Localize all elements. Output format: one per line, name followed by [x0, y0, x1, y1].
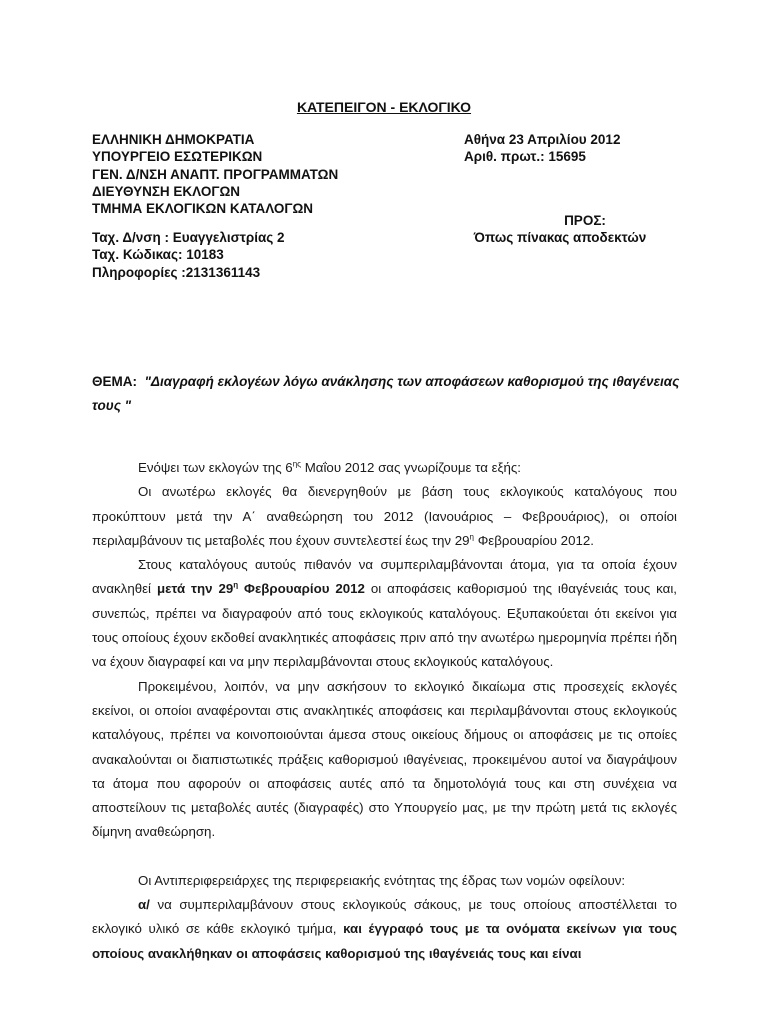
sender-line: ΓΕΝ. Δ/ΝΣΗ ΑΝΑΠΤ. ΠΡΟΓΡΑΜΜΑΤΩΝ — [92, 166, 339, 182]
info-line: Πληροφορίες :2131361143 — [92, 264, 261, 280]
recipient-text: Όπως πίνακας αποδεκτών — [473, 230, 647, 246]
postal-code-line: Ταχ. Κώδικας: 10183 — [92, 247, 224, 263]
subject — [92, 370, 680, 418]
subject-text: "Διαγραφή εκλογέων λόγω ανάκλησης των αποφάσεων καθορισμού της ιθαγένειας τους " — [92, 374, 680, 413]
paragraph: α/ να συμπεριλαμβάνουν στους εκλογικούς σάκους, με τους οποίους αποστέλλεται το εκλογικό υλικό σε κάθε εκλογικό τμήμα, και έγγραφό τους με τα ονόματα εκείνων για τους οποίους ανακλήθηκαν οι αποφάσεις καθορισμού της ιθαγένειάς τους και είναι — [92, 897, 677, 961]
sender-line: ΕΛΛΗΝΙΚΗ ΔΗΜΟΚΡΑΤΙΑ — [92, 132, 255, 147]
sender-block — [92, 131, 338, 217]
subject-label: ΘΕΜΑ: — [92, 374, 137, 389]
recipient-block — [440, 212, 680, 247]
paragraph: Ενόψει των εκλογών της $6^{\eta\varsigma}$ Μαΐου 2012 σας γνωρίζουμε τα εξής: — [138, 459, 522, 475]
protocol-number: Αριθ. πρωτ.: 15695 — [464, 149, 586, 165]
paragraph: Οι Αντιπεριφερειάρχες της περιφερειακής ενότητας της έδρας των νομών οφείλουν: — [138, 872, 626, 888]
to-label: ΠΡΟΣ: — [564, 213, 606, 228]
sender-line: ΔΙΕΥΘΥΝΣΗ ΕΚΛΟΓΩΝ — [92, 183, 241, 199]
paragraph: Προκειμένου, λοιπόν, να μην ασκήσουν το εκλογικό δικαίωμα στις προσεχείς εκλογές εκείνοι, οι οποίοι αναφέρονται στις ανακλητικές αποφάσεις και περιλαμβάνονται στους εκλογικούς καταλόγους, πρέπει να κοινοποιούνται άμεσα στους οικείους δήμους οι αποφάσεις με τις οποίες ανακαλούνται οι διαπιστωτικές πράξεις καθορισμού ιθαγένειας, προκειμένου αυτοί να διαγράψουν τα άτομα που αφορούν οι αποφάσεις αυτές από τα δημοτολόγιά τους και στη συνέχεια να αποστείλουν τις μεταβολές αυτές (διαγραφές) στο Υπουργείο μας, με την πρώτη μετά τις εκλογές δίμηνη αναθεώρηση. — [92, 678, 677, 840]
date-line: Αθήνα 23 Απριλίου 2012 — [464, 132, 621, 147]
urgent-heading: ΚΑΤΕΠΕΙΓΟΝ - ΕΚΛΟΓΙΚΟ — [296, 99, 472, 115]
letter-body — [92, 456, 677, 966]
paragraph: Οι ανωτέρω εκλογές θα διενεργηθούν με βάση τους εκλογικούς καταλόγους που προκύπτουν μετά την Α΄ αναθεώρηση του 2012 (Ιανουάριος – Φεβρουάριος), οι οποίοι περιλαμβάνουν τις μεταβολές που έχουν συντελεστεί έως την $29^\eta$ Φεβρουαρίου 2012. — [92, 484, 677, 548]
paragraph: Στους καταλόγους αυτούς πιθανόν να συμπεριλαμβάνονται άτομα, για τα οποία έχουν ανακληθεί μετά την $29^\eta$ Φεβρουαρίου 2012 οι αποφάσεις καθορισμού της ιθαγένειάς τους και, συνεπώς, πρέπει να διαγραφούν από τους εκλογικούς καταλόγους. Εξυπακούεται ότι εκείνοι για τους οποίους έχουν εκδοθεί ανακλητικές αποφάσεις πριν από την ανωτέρω ημερομηνία πρέπει ήδη να έχουν διαγραφεί και να μην περιλαμβάνονται στους εκλογικούς καταλόγους. — [92, 557, 678, 670]
address-line: Ταχ. Δ/νση : Ευαγγελιστρίας 2 — [92, 230, 285, 245]
contact-block — [92, 229, 285, 281]
date-block — [464, 131, 620, 166]
sender-line: ΥΠΟΥΡΓΕΙΟ ΕΣΩΤΕΡΙΚΩΝ — [92, 149, 263, 165]
sender-line: ΤΜΗΜΑ ΕΚΛΟΓΙΚΩΝ ΚΑΤΑΛΟΓΩΝ — [92, 201, 314, 217]
